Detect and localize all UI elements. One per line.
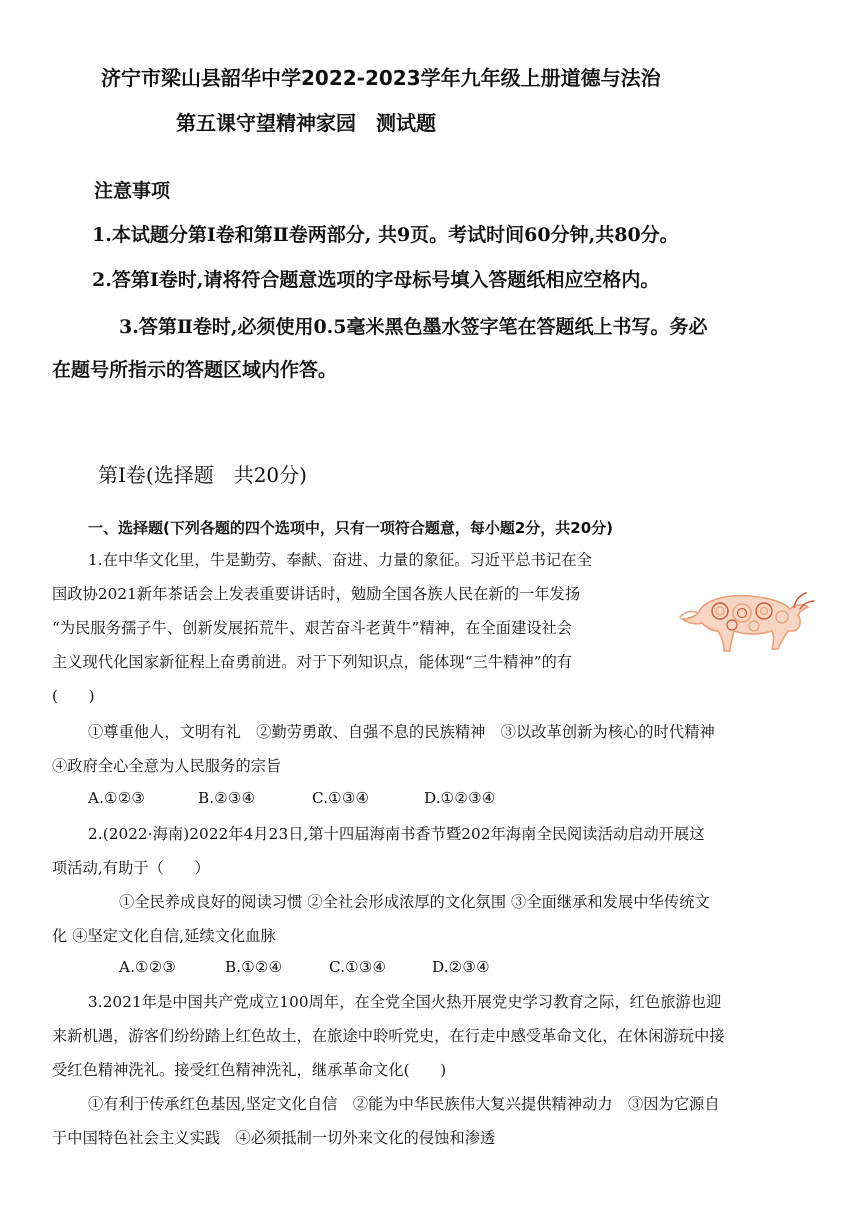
q2-choice-c: C.①③④ — [329, 958, 387, 976]
ox-illustration — [676, 583, 816, 655]
q1-line2: 国政协2021新年茶话会上发表重要讲话时，勉励全国各族人民在新的一年发扬 — [52, 585, 581, 603]
q1-line4: 主义现代化国家新征程上奋勇前进。对于下列知识点，能体现“三牛精神”的有 — [52, 653, 573, 671]
q3-line2: 来新机遇，游客们纷纷踏上红色故土，在旅途中聆听党史，在行走中感受革命文化，在休闲游玩中接 — [52, 1027, 725, 1045]
page-title-line1: 济宁市梁山县韶华中学2022-2023学年九年级上册道德与法治 — [101, 66, 661, 90]
q2-line1: 2.(2022·海南)2022年4月23日,第十四届海南书香节暨202年海南全民阅读活动启动开展这 — [88, 825, 705, 843]
notice-item-3-line1: 3.答第Ⅱ卷时,必须使用0.5毫米黑色墨水签字笔在答题纸上书写。务必 — [119, 316, 708, 338]
q2-choice-d: D.②③④ — [432, 958, 490, 976]
q2-choice-b: B.①②④ — [225, 958, 283, 976]
q1-line5: ( ) — [52, 687, 95, 705]
q2-options-line2: 化 ④坚定文化自信,延续文化血脉 — [52, 927, 276, 945]
q2-choice-a: A.①②③ — [119, 958, 177, 976]
q2-line2: 项活动,有助于（ ） — [52, 859, 210, 877]
notice-item-3-line2: 在题号所指示的答题区域内作答。 — [52, 359, 338, 381]
q1-line3: “为民服务孺子牛、创新发展拓荒牛、艰苦奋斗老黄牛”精神，在全面建设社会 — [52, 619, 573, 637]
q1-choice-a: A.①②③ — [88, 789, 146, 807]
q1-line1: 1.在中华文化里，牛是勤劳、奉献、奋进、力量的象征。习近平总书记在全 — [88, 551, 592, 569]
part1-heading: 第Ⅰ卷(选择题 共20分) — [98, 463, 307, 487]
notice-item-1: 1.本试题分第Ⅰ卷和第Ⅱ卷两部分, 共9页。考试时间60分钟,共80分。 — [92, 224, 679, 246]
q1-options-line1: ①尊重他人，文明有礼 ②勤劳勇敢、自强不息的民族精神 ③以改革创新为核心的时代精神 — [88, 723, 715, 741]
q2-options-line1: ①全民养成良好的阅读习惯 ②全社会形成浓厚的文化氛围 ③全面继承和发展中华传统文 — [119, 893, 710, 911]
q1-choice-b: B.②③④ — [198, 789, 256, 807]
notice-item-2: 2.答第Ⅰ卷时,请将符合题意选项的字母标号填入答题纸相应空格内。 — [92, 269, 660, 291]
q1-choice-d: D.①②③④ — [424, 789, 496, 807]
q3-line1: 3.2021年是中国共产党成立100周年，在全党全国火热开展党史学习教育之际，红色旅游也迎 — [88, 993, 722, 1011]
section-heading: 一、选择题(下列各题的四个选项中，只有一项符合题意，每小题2分，共20分) — [88, 519, 614, 537]
q1-options-line2: ④政府全心全意为人民服务的宗旨 — [52, 757, 282, 775]
q3-options-line2: 于中国特色社会主义实践 ④必须抵制一切外来文化的侵蚀和渗透 — [52, 1129, 496, 1147]
q1-choice-c: C.①③④ — [312, 789, 370, 807]
q3-options-line1: ①有利于传承红色基因,坚定文化自信 ②能为中华民族伟大复兴提供精神动力 ③因为它源自 — [88, 1095, 720, 1113]
notice-heading: 注意事项 — [94, 180, 171, 202]
q3-line3: 受红色精神洗礼。接受红色精神洗礼，继承革命文化( ) — [52, 1061, 447, 1079]
page-title-line2: 第五课守望精神家园 测试题 — [176, 111, 436, 135]
